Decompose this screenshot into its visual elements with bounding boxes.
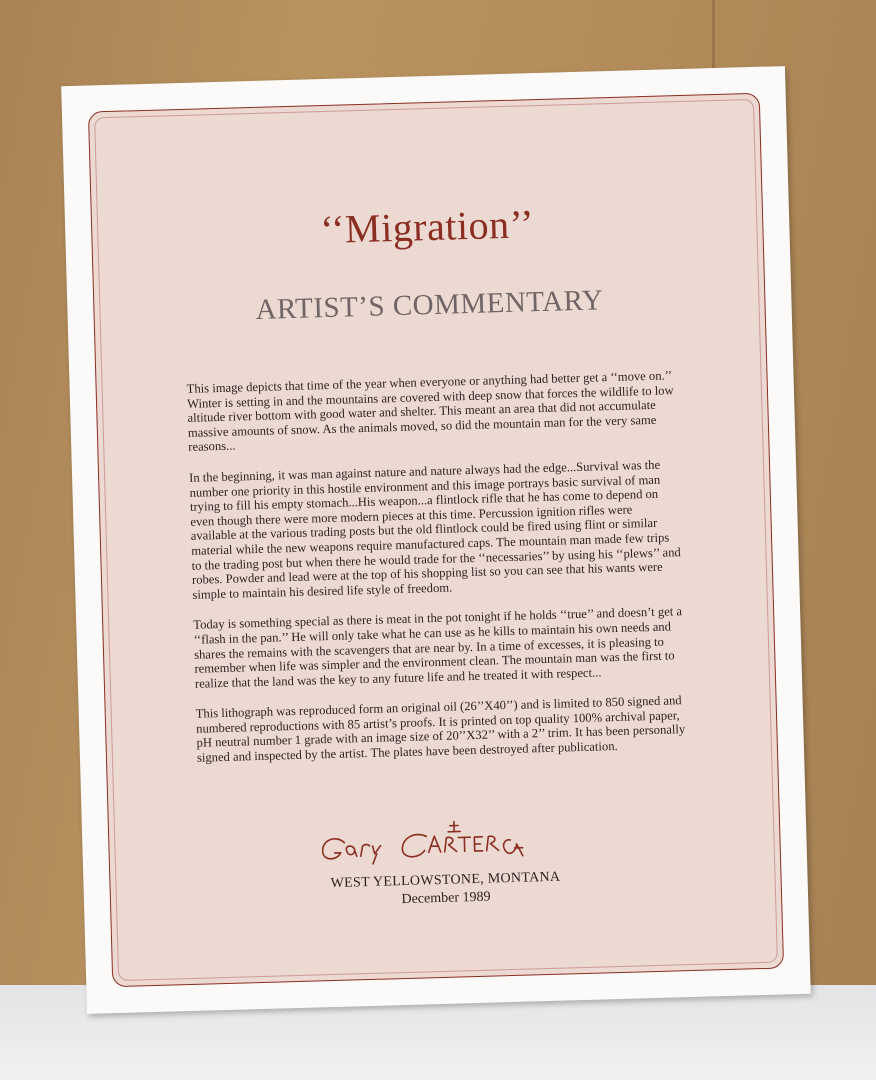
decorative-panel	[88, 93, 784, 987]
paragraph-1: This image depicts that time of the year when everyone or anything had better get a ‘‘move on.’’ Winter is setting in and the mountains are covered with deep snow that forces the wildlife to low altitude river bottom with good water and shelter. This meant an area that did not accumulate massive amounts of snow. As the animals moved, so did the mountain man for the very same reasons...	[186, 368, 674, 455]
paragraph-3: Today is something special as there is meat in the pot tonight if he holds ‘‘true’’ and doesn’t get a ‘‘flash in the pan.’’ He will only take what he can use as he kills to maintain his own needs and shares the remains with the scavengers that are near by. In a time of excesses, it is pleasing to remember when life was simpler and the environment clean. The mountain man was the first to realize that the land was the key to any future life and he treated it with respect...	[193, 604, 683, 691]
artist-location: WEST YELLOWSTONE, MONTANA	[330, 869, 561, 892]
commentary-sheet	[61, 66, 811, 1014]
paragraph-2: In the beginning, it was man against nature and nature always had the edge...Survival was the number one priority in this hostile environment and this image portrays basic survival of man trying to fill his empty stomach...His weapon...a flintlock rifle that he has come to depend on even though there were more modern pieces at this time. Percussion ignition rifles were available at the various trading posts but the old flintlock could be fired using flint or similar material while the new weapons require manufactured caps. The mountain man made few trips to the trading post but when there he would trade for the ‘‘necessaries’’ by using his ‘‘plews’’ and robes. Powder and lead were at the top of his shopping list so you can see that his wants were simple to maintain his desired life style of freedom.	[188, 457, 681, 602]
document-subtitle: ARTIST’S COMMENTARY	[255, 284, 604, 326]
document-title: ‘‘Migration’’	[319, 201, 535, 253]
paragraph-4: This lithograph was reproduced form an original oil (26’’X40’’) and is limited to 850 signed and numbered reproductions with 85 artist’s proofs. It is printed on top quality 100% archival paper, pH neutral number 1 grade with an image size of 20’’X32’’ with a 2’’ trim. It has been personally signed and inspected by the artist. The plates have been destroyed after publication.	[195, 693, 686, 765]
commentary-body	[186, 368, 687, 781]
document-date: December 1989	[401, 889, 491, 908]
signature-icon	[314, 814, 575, 871]
